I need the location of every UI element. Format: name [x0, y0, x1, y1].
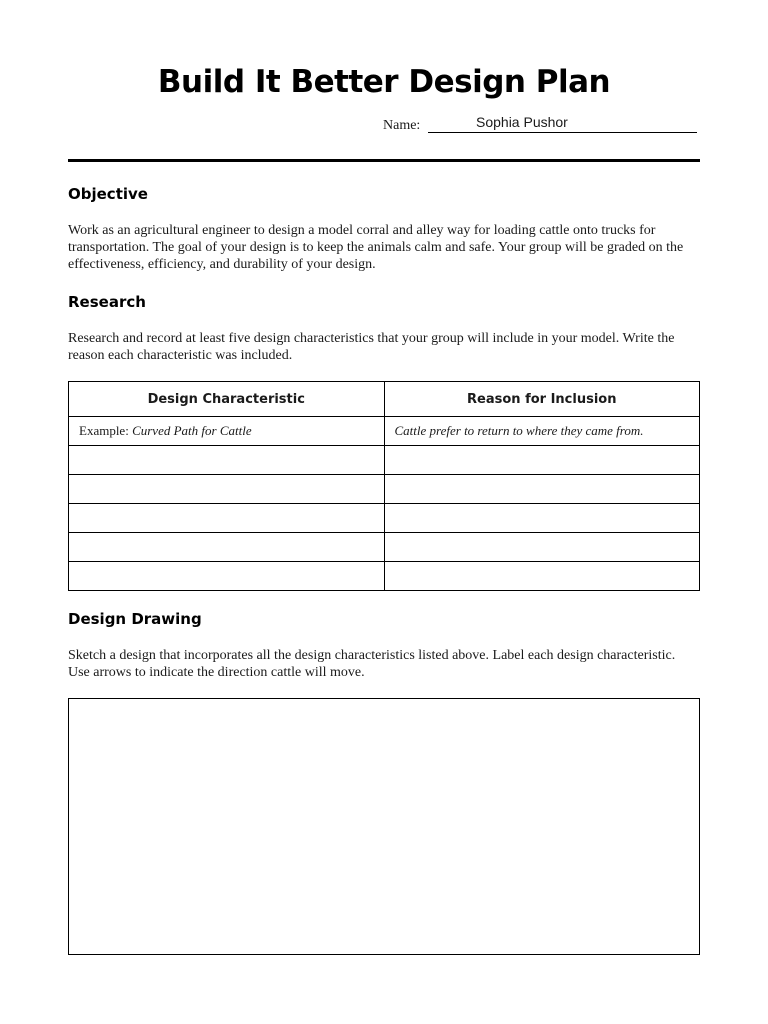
reason-cell[interactable] [384, 475, 700, 504]
header-divider [68, 159, 700, 162]
table-row [69, 504, 700, 533]
example-prefix: Example: [79, 423, 129, 438]
reason-cell[interactable] [384, 562, 700, 591]
table-row-example [69, 417, 700, 446]
characteristic-cell[interactable] [69, 504, 385, 533]
drawing-area[interactable] [68, 698, 700, 955]
reason-cell[interactable] [384, 533, 700, 562]
reason-cell[interactable] [384, 504, 700, 533]
characteristic-cell[interactable] [69, 475, 385, 504]
design-drawing-heading: Design Drawing [68, 610, 202, 628]
research-heading: Research [68, 293, 146, 311]
example-reason-cell[interactable] [384, 417, 700, 446]
characteristic-cell[interactable] [69, 533, 385, 562]
name-label: Name: [383, 118, 421, 133]
name-underline [428, 132, 697, 133]
example-characteristic: Curved Path for Cattle [132, 423, 252, 438]
table-row [69, 533, 700, 562]
design-drawing-text: Sketch a design that incorporates all the design characteristics listed above. Label each design characteristic. Use arrows to indicate the direction cattle will move. [68, 648, 676, 680]
name-value[interactable]: Sophia Pushor [476, 114, 568, 130]
table-row [69, 475, 700, 504]
reason-cell[interactable] [384, 446, 700, 475]
example-reason: Cattle prefer to return to where they came from. [394, 423, 644, 438]
objective-text: Work as an agricultural engineer to design a model corral and alley way for loading cattle onto trucks for transportation. The goal of your design is to keep the animals calm and safe. Your group will be graded on the effectiveness, efficiency, and durability of your design. [68, 223, 684, 272]
research-text: Research and record at least five design characteristics that your group will include in your model. Write the reason each characteristic was included. [68, 331, 675, 363]
header-reason-for-inclusion: Reason for Inclusion [384, 382, 700, 417]
table-row [69, 562, 700, 591]
table-header-row [69, 382, 700, 417]
objective-heading: Objective [68, 185, 148, 203]
page-title: Build It Better Design Plan [157, 64, 611, 100]
research-table [68, 381, 700, 591]
header-design-characteristic: Design Characteristic [69, 382, 385, 417]
characteristic-cell[interactable] [69, 446, 385, 475]
name-field-row [383, 114, 697, 136]
example-characteristic-cell[interactable] [69, 417, 385, 446]
table-row [69, 446, 700, 475]
characteristic-cell[interactable] [69, 562, 385, 591]
